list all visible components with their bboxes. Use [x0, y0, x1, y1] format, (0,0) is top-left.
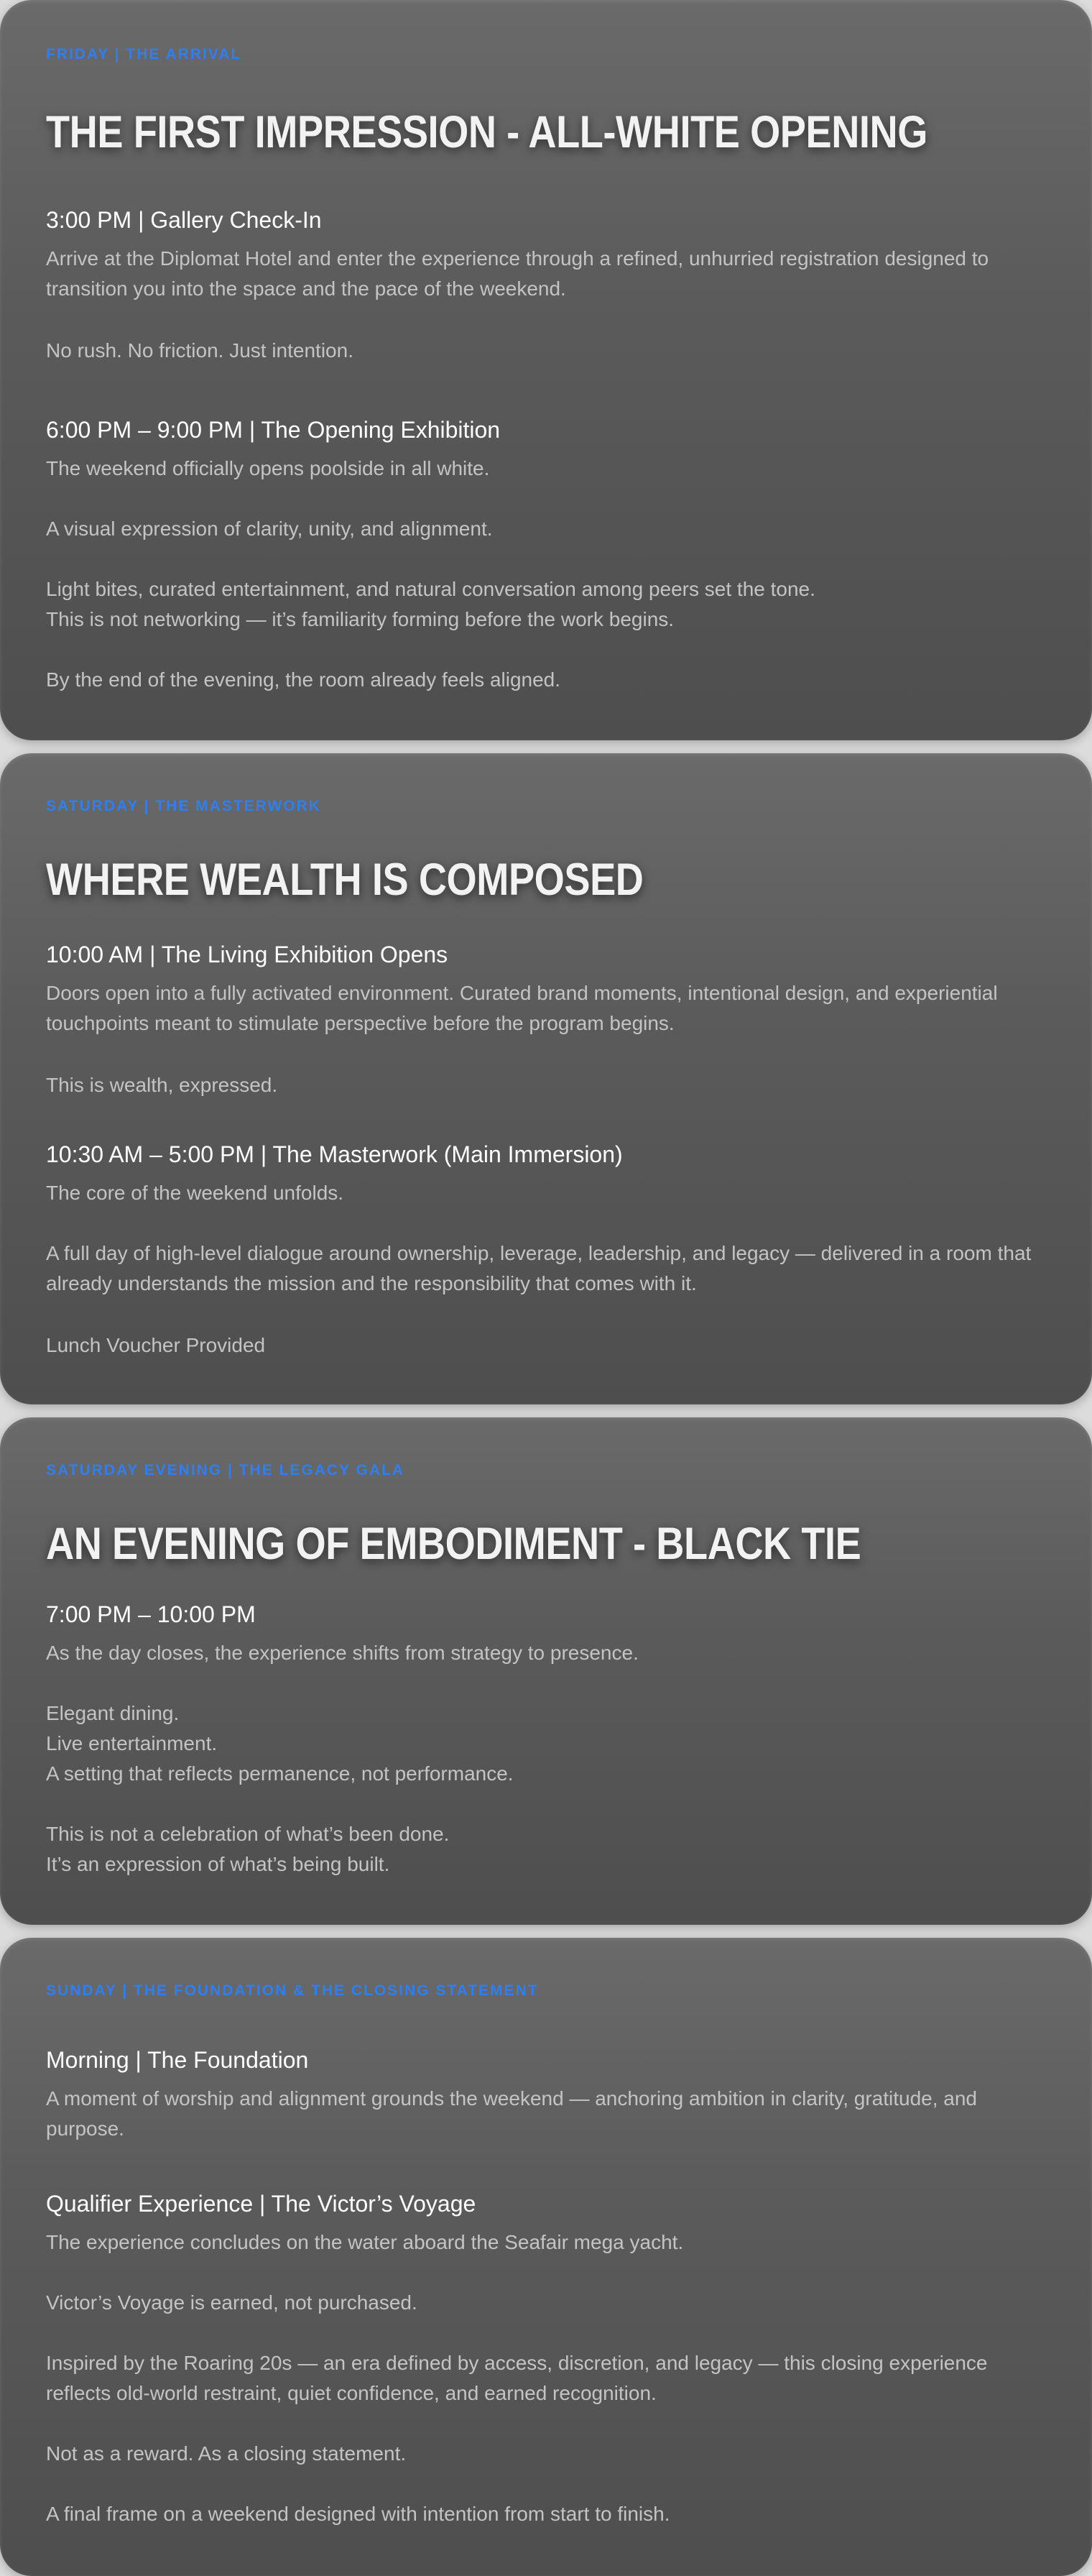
checkin-note: No rush. No friction. Just intention.	[46, 339, 353, 362]
living-body: Doors open into a fully activated environment. Curated brand moments, intentional design, and experiential touchpoints meant to stimulate perspective before the program begins.	[46, 982, 998, 1034]
voyage-p5: A final frame on a weekend designed with intention from start to finish.	[46, 2503, 670, 2525]
saturday-eyebrow: SATURDAY | THE MASTERWORK	[46, 798, 321, 814]
sunday-card	[0, 1938, 1092, 2576]
exhibition-p3	[46, 574, 1042, 635]
exhibition-p4: By the end of the evening, the room already feels aligned.	[46, 668, 561, 691]
checkin-title: 3:00 PM | Gallery Check-In	[46, 207, 322, 233]
saturday-headline: WHERE WEALTH IS COMPOSED	[46, 855, 644, 905]
voyage-p3: Inspired by the Roaring 20s — an era defined by access, discretion, and legacy — this closing experience reflects old-world restraint, quiet confidence, and earned recognition.	[46, 2352, 988, 2404]
gala-eyebrow: SATURDAY EVENING | THE LEGACY GALA	[46, 1462, 404, 1478]
voyage-p1: The experience concludes on the water aboard the Seafair mega yacht.	[46, 2231, 684, 2253]
friday-eyebrow: FRIDAY | THE ARRIVAL	[46, 46, 242, 63]
sunday-eyebrow: SUNDAY | THE FOUNDATION & THE CLOSING STATEMENT	[46, 1982, 539, 1999]
voyage-p4: Not as a reward. As a closing statement.	[46, 2442, 407, 2465]
gala-p2-line3: A setting that reflects permanence, not performance.	[46, 1762, 514, 1785]
gala-p1: As the day closes, the experience shifts from strategy to presence.	[46, 1642, 639, 1664]
living-title: 10:00 AM | The Living Exhibition Opens	[46, 942, 448, 967]
gala-p2-line2: Live entertainment.	[46, 1732, 218, 1754]
gala-headline: AN EVENING OF EMBODIMENT - BLACK TIE	[46, 1519, 861, 1569]
gala-p2	[46, 1698, 1042, 1789]
friday-headline: THE FIRST IMPRESSION - ALL-WHITE OPENING	[46, 107, 927, 157]
exhibition-p3-line2: This is not networking — it’s familiarity forming before the work begins.	[46, 608, 675, 630]
gala-p3	[46, 1819, 1042, 1880]
exhibition-p1: The weekend officially opens poolside in all white.	[46, 457, 490, 479]
gala-card	[0, 1417, 1092, 1925]
gala-p3-line1: This is not a celebration of what’s been done.	[46, 1823, 450, 1845]
masterwork-p1: The core of the weekend unfolds.	[46, 1182, 344, 1204]
voyage-title: Qualifier Experience | The Victor’s Voyage	[46, 2191, 476, 2217]
checkin-body: Arrive at the Diplomat Hotel and enter the experience through a refined, unhurried registration designed to transition you into the space and the pace of the weekend.	[46, 247, 989, 300]
masterwork-p3: Lunch Voucher Provided	[46, 1334, 266, 1356]
gala-p2-line1: Elegant dining.	[46, 1702, 180, 1724]
exhibition-p2: A visual expression of clarity, unity, and alignment.	[46, 518, 493, 540]
masterwork-title: 10:30 AM – 5:00 PM | The Masterwork (Main Immersion)	[46, 1141, 623, 1167]
exhibition-p3-line1: Light bites, curated entertainment, and natural conversation among peers set the tone.	[46, 578, 815, 600]
foundation-title: Morning | The Foundation	[46, 2047, 309, 2073]
saturday-card	[0, 753, 1092, 1404]
gala-time-title: 7:00 PM – 10:00 PM	[46, 1601, 256, 1627]
exhibition-title: 6:00 PM – 9:00 PM | The Opening Exhibition	[46, 417, 501, 443]
voyage-p2: Victor’s Voyage is earned, not purchased.	[46, 2291, 417, 2314]
friday-card	[0, 0, 1092, 740]
living-note: This is wealth, expressed.	[46, 1074, 278, 1096]
masterwork-p2: A full day of high-level dialogue around ownership, leverage, leadership, and legacy — delivered in a room that already understands the mission and the responsibility that comes with it.	[46, 1242, 1032, 1294]
gala-p3-line2: It’s an expression of what’s being built.	[46, 1853, 390, 1875]
foundation-body: A moment of worship and alignment grounds the weekend — anchoring ambition in clarity, gratitude, and purpose.	[46, 2087, 977, 2140]
